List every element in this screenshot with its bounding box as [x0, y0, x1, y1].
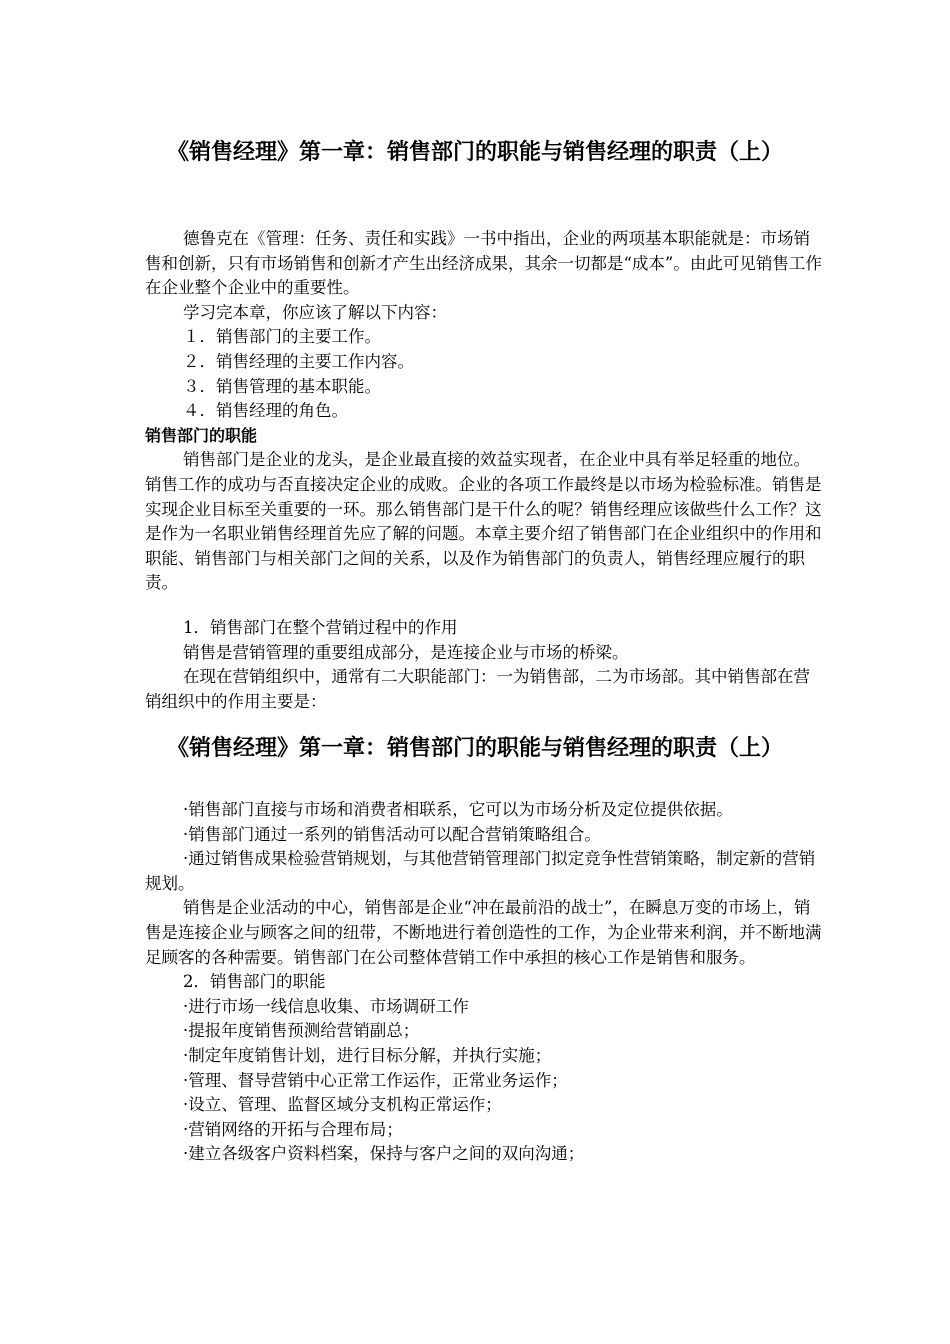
bullet-paragraph: ·销售部门通过一系列的销售活动可以配合营销策略组合。 — [183, 824, 601, 844]
subsection-heading-1: 1．销售部门在整个营销过程中的作用 — [183, 617, 458, 637]
subsection-heading-2: 2．销售部门的职能 — [183, 972, 326, 992]
duty-list-item: ·设立、管理、监督区域分支机构正常运作； — [183, 1095, 502, 1115]
repeated-page-title: 《销售经理》第一章：销售部门的职能与销售经理的职责（上） — [166, 736, 783, 761]
duty-list-item: ·营销网络的开拓与合理布局； — [183, 1119, 403, 1139]
section-heading: 销售部门的职能 — [145, 425, 258, 445]
duty-list-item: ·制定年度销售计划，进行目标分解，并执行实施； — [183, 1045, 552, 1065]
intro-block — [145, 227, 825, 714]
bullet-paragraph: ·销售部门直接与市场和消费者相联系，它可以为市场分析及定位提供依据。 — [183, 800, 733, 819]
bullet-paragraph: ·通过销售成果检验营销规划，与其他营销管理部门拟定竞争性营销策略，制定新的营销规划。 — [145, 849, 816, 893]
intro-list-item: １．销售部门的主要工作。 — [183, 327, 381, 347]
page-title: 《销售经理》第一章：销售部门的职能与销售经理的职责（上） — [166, 140, 783, 165]
duty-list-item: ·提报年度销售预测给营销副总； — [183, 1021, 420, 1041]
body-paragraph: 销售是企业活动的中心，销售部是企业“冲在最前沿的战士”，在瞬息万变的市场上，销售是连接企业与顾客之间的纽带，不断地进行着创造性的工作，为企业带来利润，并不断地满足顾客的各种需要。销售部门在公司整体营销工作中承担的核心工作是销售和服务。 — [145, 898, 822, 967]
section-paragraph: 销售部门是企业的龙头，是企业最直接的效益实现者，在企业中具有举足轻重的地位。销售工作的成功与否直接决定企业的成败。企业的各项工作最终是以市场为检验标准。销售是实现企业目标至关重要的一环。那么销售部门是干什么的呢？销售经理应该做些什么工作？这是作为一名职业销售经理首先应了解的问题。本章主要介绍了销售部门在企业组织中的作用和职能、销售部门与相关部门之间的关系，以及作为销售部门的负责人，销售经理应履行的职责。 — [145, 450, 822, 593]
section-paragraph: 销售是营销管理的重要组成部分，是连接企业与市场的桥梁。 — [183, 642, 629, 662]
intro-list-item: ２．销售经理的主要工作内容。 — [183, 351, 414, 371]
intro-list-item: ４．销售经理的角色。 — [183, 401, 348, 421]
intro-lead: 学习完本章，你应该了解以下内容： — [183, 302, 447, 322]
section-paragraph: 在现在营销组织中，通常有二大职能部门：一为销售部，二为市场部。其中销售部在营销组织中的作用主要是： — [145, 667, 810, 711]
part2-block — [145, 798, 825, 1167]
intro-paragraph: 德鲁克在《管理：任务、责任和实践》一书中指出，企业的两项基本职能就是：市场销售和创新，只有市场销售和创新才产生出经济成果，其余一切都是“成本”。由此可见销售工作在企业整个企业中的重要性。 — [145, 229, 822, 298]
duty-list-item: ·管理、督导营销中心正常工作运作，正常业务运作； — [183, 1070, 568, 1090]
duty-list-item: ·进行市场一线信息收集、市场调研工作 — [183, 996, 469, 1016]
duty-list-item: ·建立各级客户资料档案，保持与客户之间的双向沟通； — [183, 1144, 585, 1164]
intro-list-item: ３．销售管理的基本职能。 — [183, 376, 381, 396]
